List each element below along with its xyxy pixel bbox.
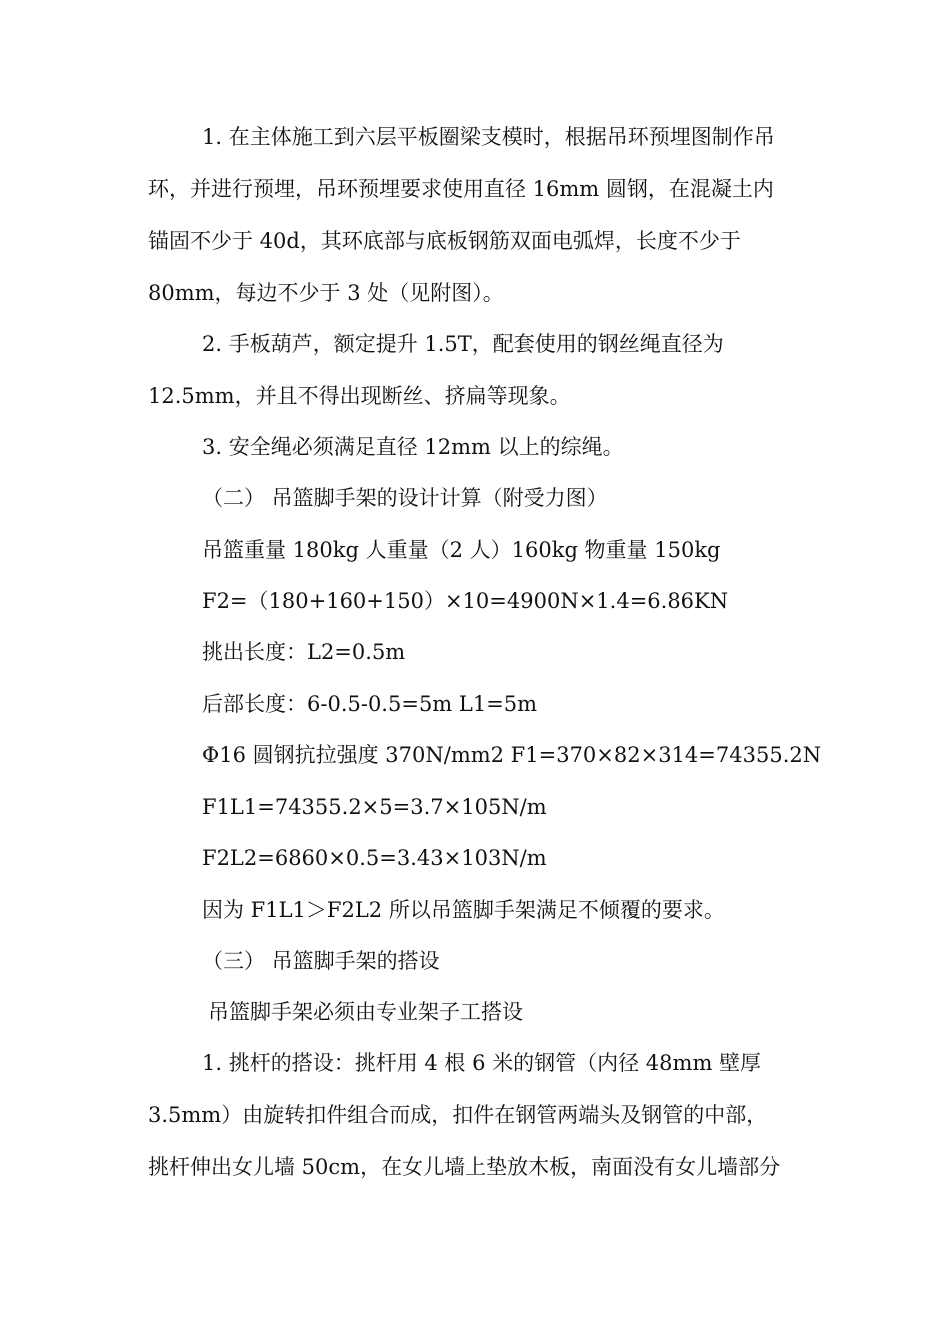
formula-line: 挑出长度：L2=0.5m	[202, 640, 406, 664]
text-line: 1. 挑杆的搭设：挑杆用 4 根 6 米的钢管（内径 48mm 壁厚	[202, 1051, 762, 1075]
text-line: 吊篮脚手架必须由专业架子工搭设	[208, 1000, 523, 1024]
text-line: 3.5mm）由旋转扣件组合而成，扣件在钢管两端头及钢管的中部，	[148, 1103, 768, 1127]
section-heading: （二） 吊篮脚手架的设计计算（附受力图）	[202, 486, 608, 510]
text-line: 2. 手板葫芦，额定提升 1.5T，配套使用的钢丝绳直径为	[202, 332, 724, 356]
text-line: 1. 在主体施工到六层平板圈梁支模时，根据吊环预埋图制作吊	[202, 125, 775, 149]
text-line: 环，并进行预埋，吊环预埋要求使用直径 16mm 圆钢，在混凝土内	[148, 177, 774, 201]
text-line: 锚固不少于 40d，其环底部与底板钢筋双面电弧焊，长度不少于	[148, 229, 741, 253]
formula-line: F1L1=74355.2×5=3.7×105N/m	[202, 795, 547, 819]
formula-line: F2=（180+160+150）×10=4900N×1.4=6.86KN	[202, 589, 729, 613]
text-line: 80mm，每边不少于 3 处（见附图）。	[148, 281, 504, 305]
formula-line: Φ16 圆钢抗拉强度 370N/mm2 F1=370×82×314=74355.2N	[202, 743, 822, 767]
text-line: 12.5mm，并且不得出现断丝、挤扁等现象。	[148, 384, 571, 408]
text-line: 3. 安全绳必须满足直径 12mm 以上的综绳。	[202, 435, 624, 459]
text-line: 因为 F1L1＞F2L2 所以吊篮脚手架满足不倾覆的要求。	[202, 898, 725, 922]
text-line: 吊篮重量 180kg 人重量（2 人）160kg 物重量 150kg	[202, 538, 721, 562]
formula-line: 后部长度：6-0.5-0.5=5m L1=5m	[202, 692, 538, 716]
text-line: 挑杆伸出女儿墙 50cm，在女儿墙上垫放木板，南面没有女儿墙部分	[148, 1155, 781, 1179]
formula-line: F2L2=6860×0.5=3.43×103N/m	[202, 846, 547, 870]
section-heading: （三） 吊篮脚手架的搭设	[202, 949, 440, 973]
